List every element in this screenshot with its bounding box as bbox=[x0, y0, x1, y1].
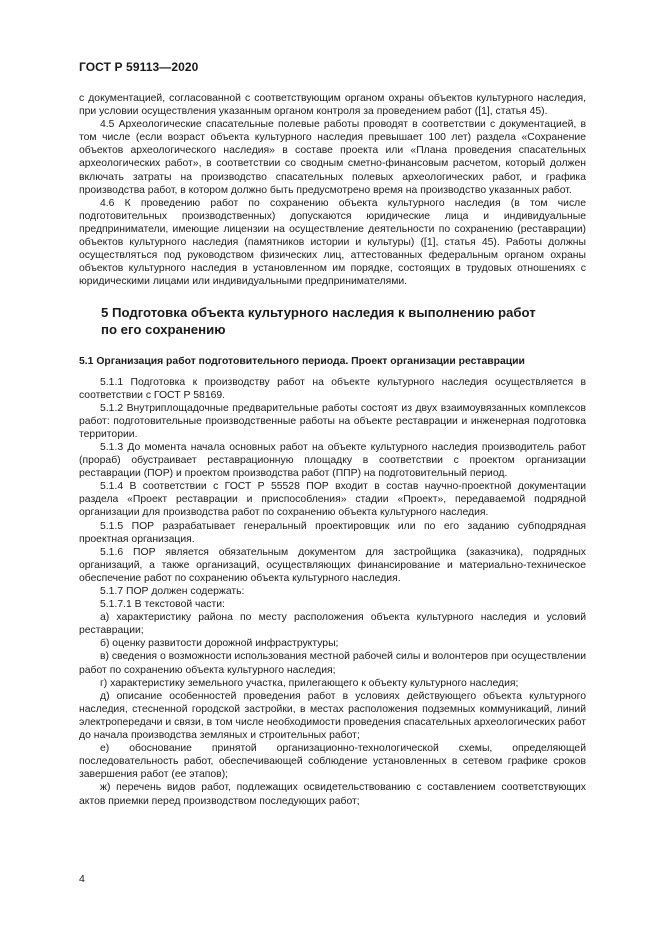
section-5-heading-line-2: по его сохранению bbox=[101, 321, 226, 337]
subsection-5-1-heading: 5.1 Организация работ подготовительного периода. Проект организации реставрации bbox=[79, 356, 525, 368]
list-item-g: г) характеристику земельного участка, прилегающего к объекту культурного наследия; bbox=[100, 677, 519, 689]
list-item-v: в) сведения о возможности использования местной рабочей силы и волонтеров при осуществлении работ по сохранению объекта культурного наследия; bbox=[79, 651, 586, 676]
list-item-e: е) обоснование принятой организационно-технологической схемы, определяющей последовательность работ, обеспечивающей соблюдение установленных в сетевом графике сроков завершения работ (ее этапов); bbox=[79, 743, 586, 781]
paragraph-4-5: 4.5 Археологические спасательные полевые работы проводят в соответствии с документацией, в том числе (если возраст объекта культурного наследия превышает 100 лет) раздела «Сохранение объектов археологического наследия» в составе проекта или «Плана проведения спасательных археологических работ», в соответствии со сводным сметно-финансовым расчетом, который должен включать затраты на производство спасательных полевых археологических работ, и графика производства работ, в котором должно быть предусмотрено время на производство указанных работ. bbox=[79, 119, 586, 196]
list-item-zh: ж) перечень видов работ, подлежащих освидетельствованию с составлением соответствующих актов приемки перед производством последующих работ; bbox=[79, 782, 586, 807]
paragraph: с документацией, согласованной с соответствующим органом охраны объектов культурного наследия, при условии осуществления указанным органом контроля за проведением работ ([1], статья 45). bbox=[79, 93, 586, 118]
paragraph-5-1-4: 5.1.4 В соответствии с ГОСТ Р 55528 ПОР входит в состав научно-проектной документации раздела «Проект реставрации и приспособления» стадии «Проект», передаваемой подрядной организации для производства работ по сохранению объекта культурного наследия. bbox=[79, 481, 586, 519]
list-item-a: а) характеристику района по месту расположения объекта культурного наследия и условий реставрации; bbox=[79, 612, 586, 637]
paragraph-5-1-3: 5.1.3 До момента начала основных работ на объекте культурного наследия производитель работ (прораб) обустраивает реставрационную площадку в соответствии с проектом организации реставрации (ПОР) и проектом производства работ (ППР) на подготовительный период. bbox=[79, 441, 586, 480]
paragraph-5-1-2: 5.1.2 Внутриплощадочные предварительные работы состоят из двух взаимоувязанных комплексов работ: подготовительные производственные работы на объекте реставрации и инженерная подготовка территории. bbox=[79, 402, 586, 440]
paragraph-5-1-7-1: 5.1.7.1 В текстовой части: bbox=[100, 599, 225, 611]
document-header: ГОСТ Р 59113—2020 bbox=[79, 60, 199, 74]
paragraph-5-1-7: 5.1.7 ПОР должен содержать: bbox=[100, 586, 245, 597]
section-5-heading bbox=[101, 305, 586, 338]
paragraph-4-6: 4.6 К проведению работ по сохранению объекта культурного наследия (в том числе подготовительных производственных) допускаются юридические лица и индивидуальные предприниматели, имеющие лицензии на осуществление деятельности по сохранению (реставрации) объектов культурного наследия (памятников истории и культуры) ([1], статья 45). Работы должны осуществляться под руководством физических лиц, аттестованных федеральным органом охраны объектов культурного наследия в установленном им порядке, состоящих в трудовых отношениях с юридическими лицами или индивидуальными предпринимателями. bbox=[79, 197, 586, 288]
paragraph-5-1-6: 5.1.6 ПОР является обязательным документом для застройщика (заказчика), подрядных организаций, а также организаций, осуществляющих финансирование и материально-техническое обеспечение работ по сохранению объекта культурного наследия. bbox=[79, 546, 586, 584]
paragraph-5-1-1: 5.1.1 Подготовка к производству работ на объекте культурного наследия осуществляется в соответствии с ГОСТ Р 58169. bbox=[79, 376, 586, 401]
page-number: 4 bbox=[79, 873, 85, 885]
list-item-d: д) описание особенностей проведения работ в условиях действующего объекта культурного наследия, стесненной городской застройки, в местах расположения подземных коммуникаций, линий электропередачи и связи, в том числе необходимости проведения спасательных археологических работ до начала производства земляных и строительных работ; bbox=[79, 690, 586, 742]
section-5-heading-line-1: 5 Подготовка объекта культурного наследия к выполнению работ bbox=[101, 305, 536, 321]
list-item-b: б) оценку развитости дорожной инфраструктуры; bbox=[100, 638, 339, 650]
document-body bbox=[79, 92, 586, 808]
paragraph-5-1-5: 5.1.5 ПОР разрабатывает генеральный проектировщик или по его заданию субподрядная проектная организация. bbox=[79, 520, 586, 545]
